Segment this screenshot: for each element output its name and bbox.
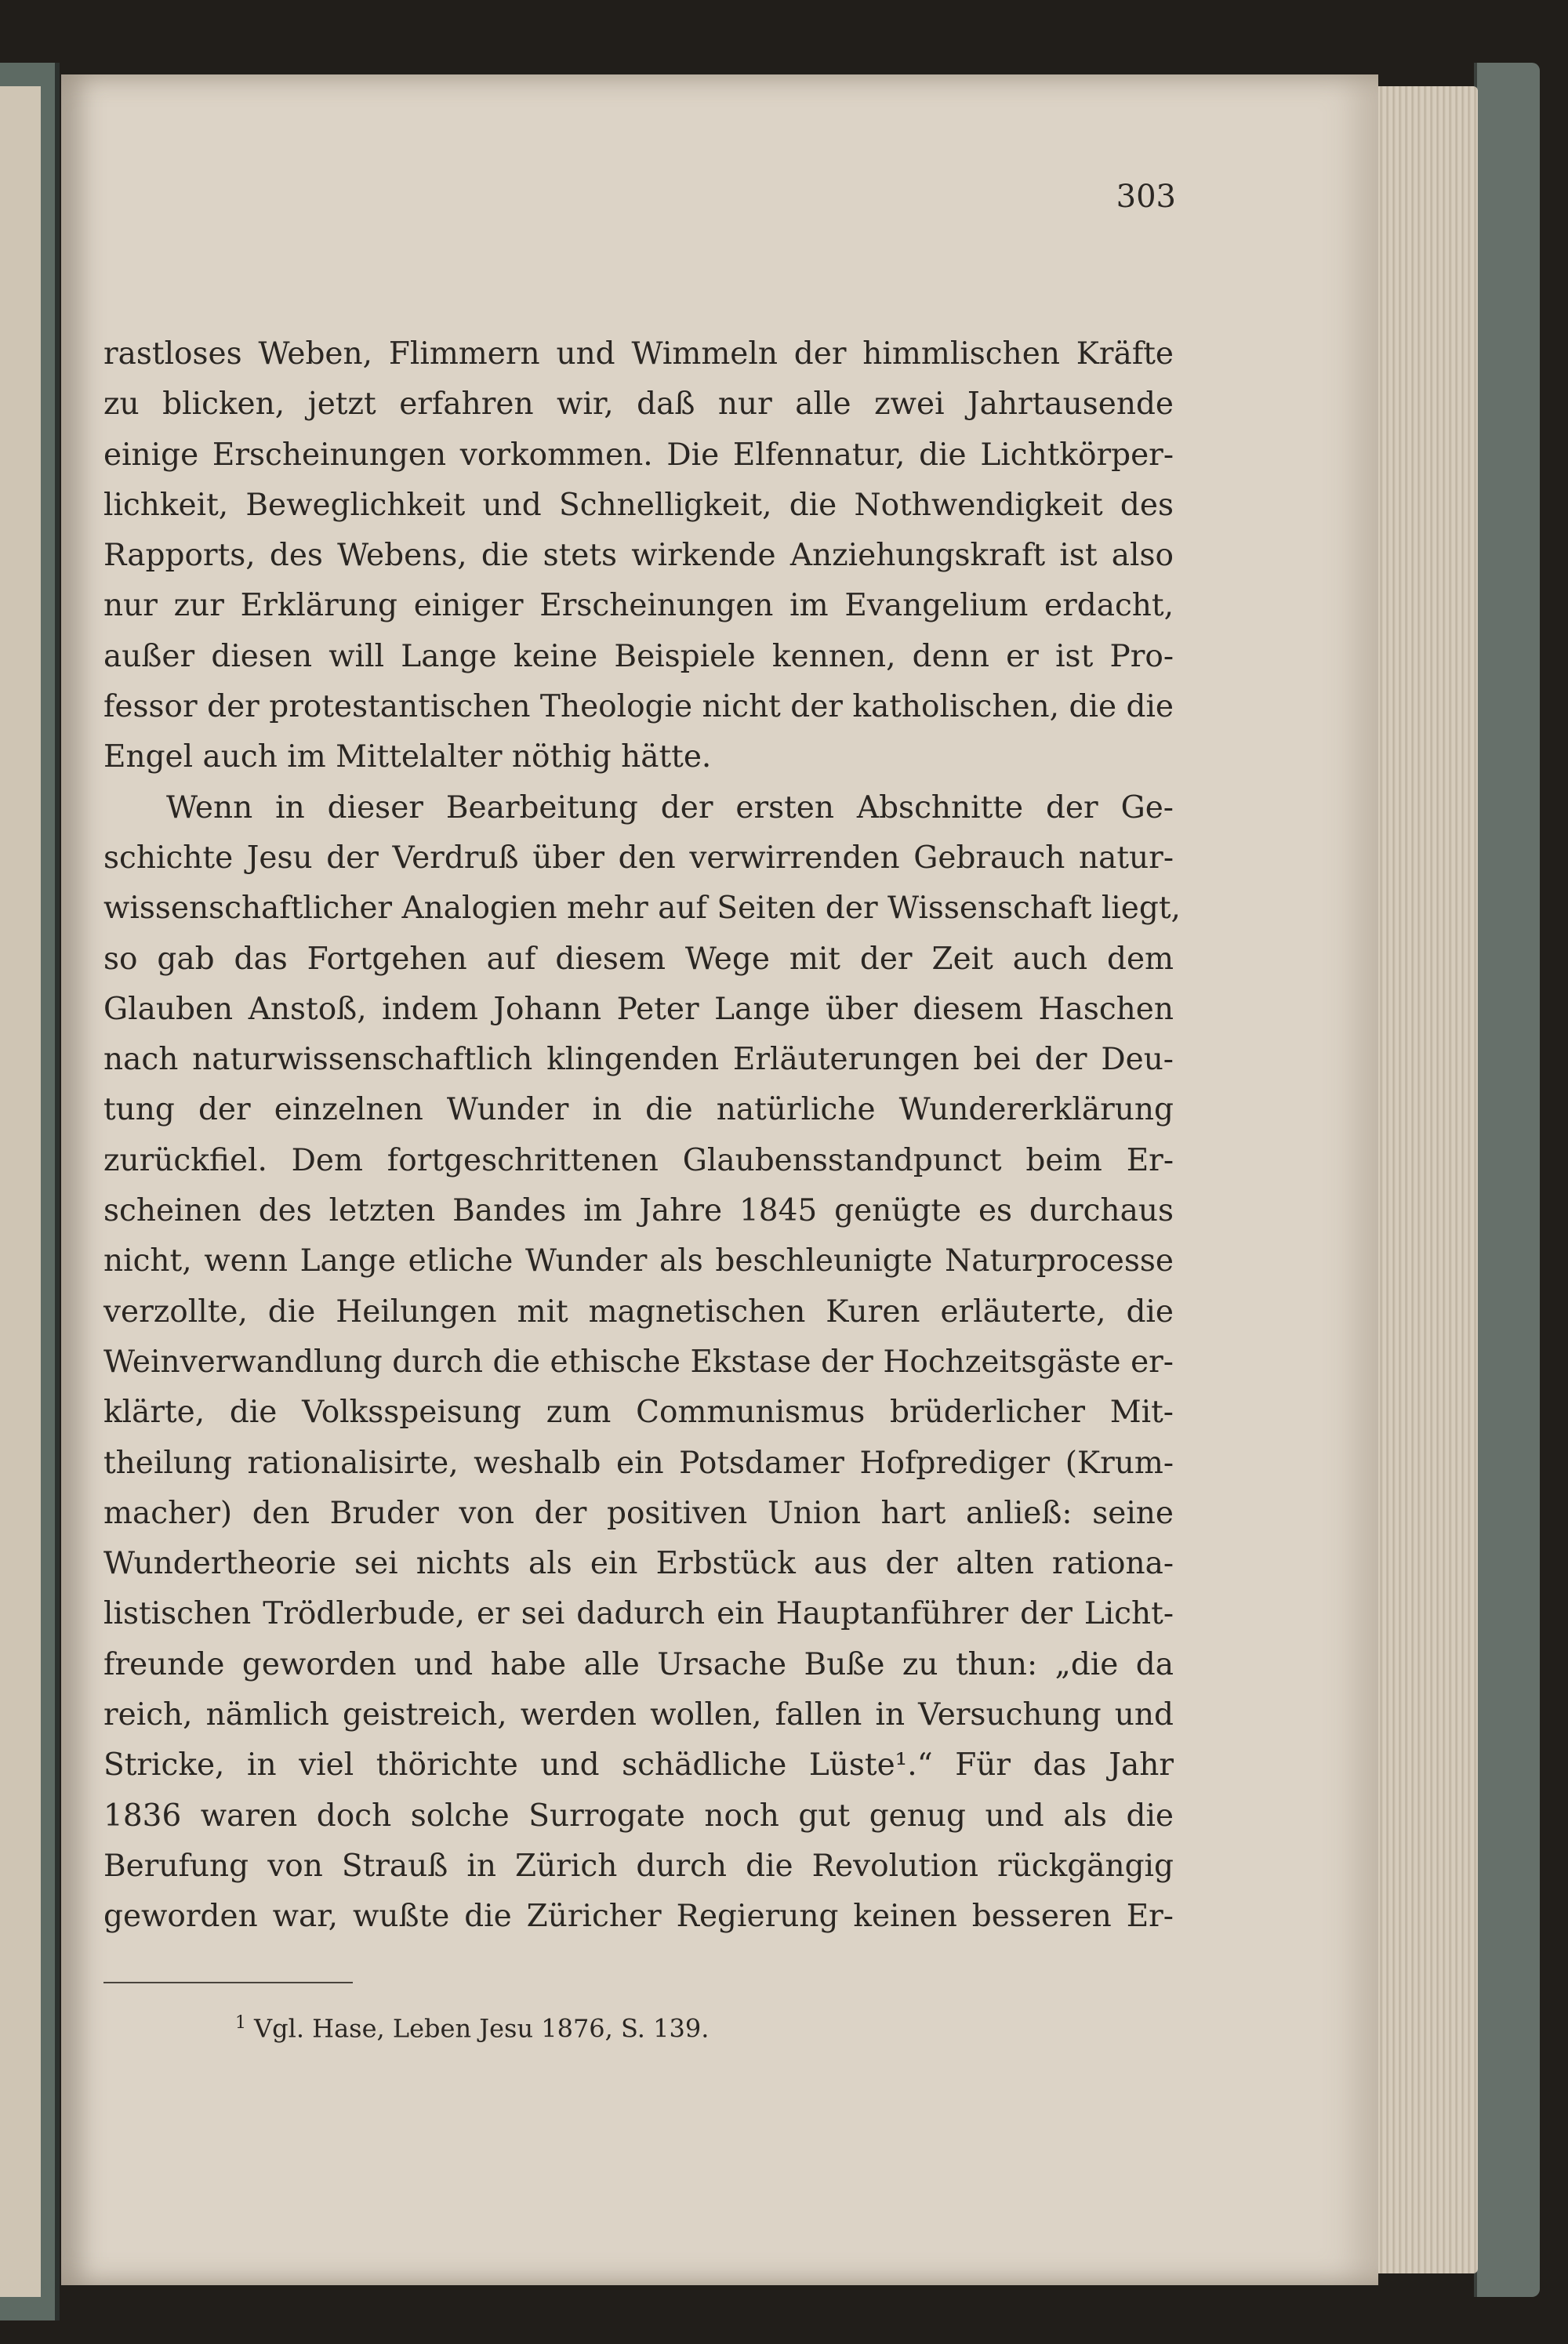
- footnote: [235, 2013, 709, 2044]
- text-line: zurückfiel. Dem fortgeschrittenen Glaubensstandpunct beim Er-: [103, 1142, 1174, 1178]
- text-line: Stricke, in viel thörichte und schädliche Lüste¹.“ Für das Jahr: [103, 1747, 1174, 1783]
- text-line: lichkeit, Beweglichkeit und Schnelligkeit, die Nothwendigkeit des: [103, 487, 1174, 523]
- text-line: Engel auch im Mittelalter nöthig hätte.: [103, 739, 712, 775]
- text-line: freunde geworden und habe alle Ursache Buße zu thun: „die da: [103, 1646, 1174, 1682]
- text-line: Wenn in dieser Bearbeitung der ersten Abschnitte der Ge-: [166, 789, 1174, 825]
- text-line: schichte Jesu der Verdruß über den verwirrenden Gebrauch natur-: [103, 840, 1174, 876]
- text-line: fessor der protestantischen Theologie nicht der katholischen, die die: [103, 689, 1174, 725]
- right-cover: [1474, 63, 1540, 2297]
- text-line: verzollte, die Heilungen mit magnetischen Kuren erläuterte, die: [103, 1294, 1174, 1330]
- text-line: tung der einzelnen Wunder in die natürliche Wundererklärung: [103, 1092, 1174, 1128]
- text-line: reich, nämlich geistreich, werden wollen, fallen in Versuchung und: [103, 1697, 1174, 1733]
- text-line: klärte, die Volksspeisung zum Communismus brüderlicher Mit-: [103, 1395, 1174, 1431]
- text-line: wissenschaftlicher Analogien mehr auf Seiten der Wissenschaft liegt,: [103, 891, 1181, 927]
- footnote-text: Vgl. Hase, Leben Jesu 1876, S. 139.: [254, 2013, 710, 2044]
- text-line: nach naturwissenschaftlich klingenden Erläuterungen bei der Deu-: [103, 1042, 1174, 1078]
- footnote-marker: 1: [235, 2013, 246, 2033]
- text-line: geworden war, wußte die Züricher Regierung keinen besseren Er-: [103, 1899, 1174, 1935]
- text-line: Weinverwandlung durch die ethische Ekstase der Hochzeitsgäste er-: [103, 1344, 1174, 1380]
- left-page-edge: [0, 86, 41, 2297]
- text-line: 1836 waren doch solche Surrogate noch gut genug und als die: [103, 1798, 1174, 1834]
- text-line: scheinen des letzten Bandes im Jahre 1845 genügte es durchaus: [103, 1193, 1174, 1229]
- footnote-rule: [103, 1982, 353, 1983]
- text-line: Berufung von Strauß in Zürich durch die Revolution rückgängig: [103, 1848, 1174, 1884]
- body-text: [103, 329, 1181, 1943]
- page-stack-edge: [1364, 86, 1478, 2273]
- text-line: Glauben Anstoß, indem Johann Peter Lange über diesem Haschen: [103, 991, 1174, 1027]
- text-line: so gab das Fortgehen auf diesem Wege mit der Zeit auch dem: [103, 941, 1174, 977]
- text-line: nicht, wenn Lange etliche Wunder als beschleunigte Naturprocesse: [103, 1243, 1174, 1279]
- text-line: zu blicken, jetzt erfahren wir, daß nur alle zwei Jahrtausende: [103, 386, 1174, 423]
- text-line: listischen Trödlerbude, er sei dadurch ein Hauptanführer der Licht-: [103, 1596, 1174, 1632]
- text-line: Wundertheorie sei nichts als ein Erbstück aus der alten rationa-: [103, 1546, 1174, 1582]
- text-line: nur zur Erklärung einiger Erscheinungen im Evangelium erdacht,: [103, 588, 1174, 624]
- text-line: theilung rationalisirte, weshalb ein Potsdamer Hofprediger (Krum-: [103, 1445, 1174, 1481]
- page-number: 303: [1116, 179, 1176, 215]
- text-line: macher) den Bruder von der positiven Union hart anließ: seine: [103, 1495, 1174, 1531]
- text-line: außer diesen will Lange keine Beispiele kennen, denn er ist Pro-: [103, 638, 1174, 674]
- text-line: Rapports, des Webens, die stets wirkende Anziehungskraft ist also: [103, 538, 1174, 574]
- text-line: rastloses Weben, Flimmern und Wimmeln der himmlischen Kräfte: [103, 336, 1174, 372]
- text-line: einige Erscheinungen vorkommen. Die Elfennatur, die Lichtkörper-: [103, 437, 1174, 473]
